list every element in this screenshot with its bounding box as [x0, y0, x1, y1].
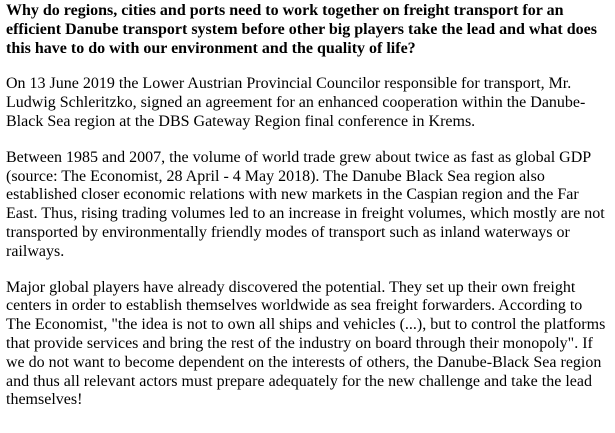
- paragraph-global-players: Major global players have already discovered the potential. They set up their own freight centers in order to establish themselves worldwide as sea freight forwarders. According to The Economist, "the idea is not to own all ships and vehicles (...), but to control the platforms that provide services and bring the rest of the industry on board through their monopoly". If we do not want to become dependent on the interests of others, the Danube-Black Sea region and thus all relevant actors must prepare adequately for the new challenge and take the lead themselves!: [6, 278, 606, 409]
- paragraph-signing-agreement: On 13 June 2019 the Lower Austrian Provincial Councilor responsible for transport, Mr. Ludwig Schleritzko, signed an agreement for an enhanced cooperation within the Danube-Black Sea region at the DBS Gateway Region final conference in Krems.: [6, 75, 586, 130]
- paragraph-world-trade: Between 1985 and 2007, the volume of world trade grew about twice as fast as global GDP (source: The Economist, 28 April - 4 May 2018). The Danube Black Sea region also established closer economic relations with new markets in the Caspian region and the Far East. Thus, rising trading volumes led to an increase in freight volumes, which mostly are not transported by environmentally friendly modes of transport such as inland waterways or railways.: [6, 148, 605, 260]
- article-heading: Why do regions, cities and ports need to work together on freight transport for an efficient Danube transport system before other big players take the lead and what does this have to do with our environment and the quality of life?: [6, 2, 597, 57]
